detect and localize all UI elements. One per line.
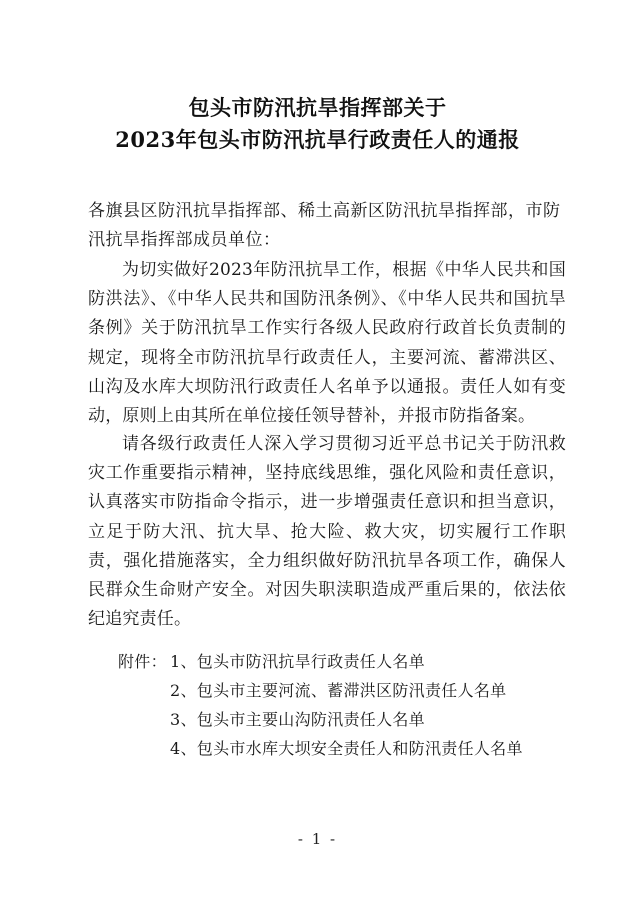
attachment-text-1: 1、包头市防汛抗旱行政责任人名单 — [170, 652, 425, 671]
document-title-line-2: 2023年包头市防汛抗旱行政责任人的通报 — [115, 127, 520, 152]
body-paragraph-1: 为切实做好2023年防汛抗旱工作，根据《中华人民共和国防洪法》、《中华人民共和国防汛条例》、《中华人民共和国抗旱条例》关于防汛抗旱工作实行各级人民政府行政首长负责制的规定，现将全市防汛抗旱行政责任人，主要河流、蓄滞洪区、山沟及水库大坝防汛行政责任人名单予以通报。责任人如有变动，原则上由其所在单位接任领导替补，并报市防指备案。 — [88, 260, 566, 427]
attachment-text-2: 2、包头市主要河流、蓄滞洪区防汛责任人名单 — [170, 681, 507, 700]
attachment-text-3: 3、包头市主要山沟防汛责任人名单 — [170, 710, 425, 729]
salutation: 各旗县区防汛抗旱指挥部、稀土高新区防汛抗旱指挥部，市防汛抗旱指挥部成员单位： — [88, 201, 561, 251]
attachments-label: 附件： — [118, 652, 167, 671]
attachment-item-4 — [170, 734, 523, 763]
page-number: - 1 - — [297, 830, 338, 848]
attachment-text-4: 4、包头市水库大坝安全责任人和防汛责任人名单 — [170, 739, 523, 758]
attachment-item-2 — [170, 676, 506, 705]
attachment-item-1 — [118, 647, 425, 676]
body-paragraph-2: 请各级行政责任人深入学习贯彻习近平总书记关于防汛救灾工作重要指示精神，坚持底线思维，强化风险和责任意识，认真落实市防指命令指示，进一步增强责任意识和担当意识，立足于防大汛、抗大旱、抢大险、救大灾，切实履行工作职责，强化措施落实，全力组织做好防汛抗旱各项工作，确保人民群众生命财产安全。对因失职渎职造成严重后果的，依法依纪追究责任。 — [88, 434, 566, 630]
document-title-line-1: 包头市防汛抗旱指挥部关于 — [188, 95, 447, 120]
attachment-item-3 — [170, 705, 425, 734]
